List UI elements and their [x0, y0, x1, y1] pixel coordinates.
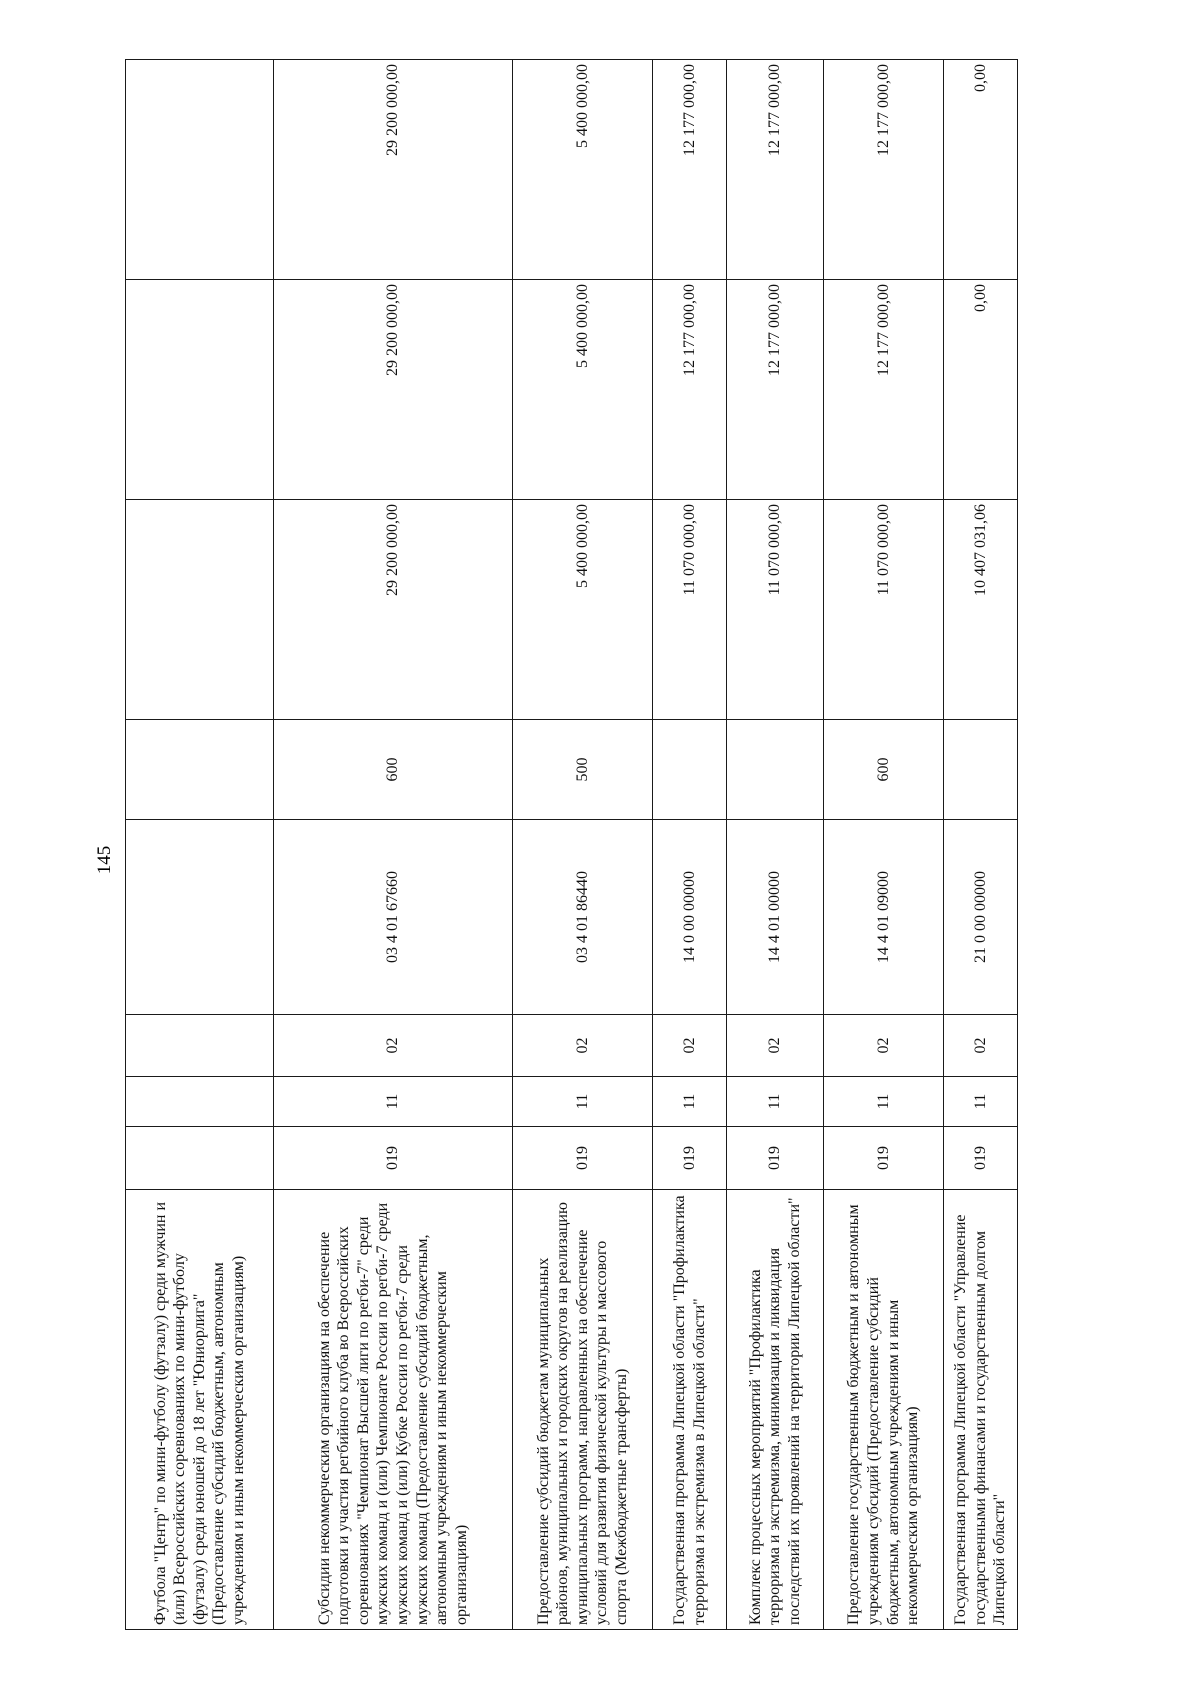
target-article-code: 03 4 01 67660 [274, 820, 513, 1015]
section-code: 11 [653, 1077, 727, 1127]
table-row [653, 60, 727, 1630]
amount-year-3: 12 177 000,00 [824, 60, 944, 280]
section-code: 11 [727, 1077, 824, 1127]
table-row [944, 60, 1018, 1630]
expense-type-code [126, 720, 274, 820]
subsection-code [126, 1015, 274, 1077]
row-name: Государственная программа Липецкой области "Управление государственными финансами и государственным долгом Липецкой области" [944, 1190, 1018, 1630]
ministry-code: 019 [274, 1127, 513, 1190]
amount-year-3: 12 177 000,00 [727, 60, 824, 280]
amount-year-3: 12 177 000,00 [653, 60, 727, 280]
subsection-code: 02 [944, 1015, 1018, 1077]
row-name: Предоставление субсидий бюджетам муниципальных районов, муниципальных и городских округов на реализацию муниципальных программ, направленных на обеспечение условий для развития физической культуры и массового спорта (Межбюджетные трансферты) [513, 1190, 653, 1630]
ministry-code: 019 [944, 1127, 1018, 1190]
table-row [824, 60, 944, 1630]
subsection-code: 02 [513, 1015, 653, 1077]
expense-type-code: 600 [824, 720, 944, 820]
budget-table [125, 59, 1018, 1630]
page-number: 145 [94, 845, 115, 875]
subsection-code: 02 [274, 1015, 513, 1077]
budget-table-sheet [125, 60, 1128, 1630]
amount-year-2: 0,00 [944, 280, 1018, 500]
amount-year-1: 29 200 000,00 [274, 500, 513, 720]
expense-type-code [944, 720, 1018, 820]
section-code: 11 [513, 1077, 653, 1127]
amount-year-1: 11 070 000,00 [824, 500, 944, 720]
subsection-code: 02 [824, 1015, 944, 1077]
amount-year-3 [126, 60, 274, 280]
row-name: Футбола "Центр" по мини-футболу (футзалу) среди мужчин и (или) Всероссийских соревнованиях по мини-футболу (футзалу) среди юношей до 18 лет "Юниорлига" (Предоставление субсидий бюджетным, автономным учреждениям и иным некоммерческим организациям) [126, 1190, 274, 1630]
amount-year-2 [126, 280, 274, 500]
table-row [727, 60, 824, 1630]
amount-year-2: 12 177 000,00 [727, 280, 824, 500]
amount-year-3: 5 400 000,00 [513, 60, 653, 280]
table-row [126, 60, 274, 1630]
subsection-code: 02 [727, 1015, 824, 1077]
ministry-code: 019 [653, 1127, 727, 1190]
expense-type-code [653, 720, 727, 820]
amount-year-2: 29 200 000,00 [274, 280, 513, 500]
amount-year-2: 12 177 000,00 [653, 280, 727, 500]
table-row [274, 60, 513, 1630]
amount-year-1: 11 070 000,00 [727, 500, 824, 720]
ministry-code [126, 1127, 274, 1190]
section-code: 11 [274, 1077, 513, 1127]
amount-year-2: 5 400 000,00 [513, 280, 653, 500]
expense-type-code: 500 [513, 720, 653, 820]
target-article-code: 03 4 01 86440 [513, 820, 653, 1015]
ministry-code: 019 [513, 1127, 653, 1190]
ministry-code: 019 [824, 1127, 944, 1190]
target-article-code: 14 4 01 09000 [824, 820, 944, 1015]
section-code: 11 [944, 1077, 1018, 1127]
target-article-code: 21 0 00 00000 [944, 820, 1018, 1015]
section-code [126, 1077, 274, 1127]
table-row [513, 60, 653, 1630]
row-name: Субсидии некоммерческим организациям на обеспечение подготовки и участия регбийного клуба во Всероссийских соревнованиях "Чемпионат Высшей лиги по регби-7" среди мужских команд и (или) Чемпионате России по регби-7 среди мужских команд и (или) Кубке России по регби-7 среди мужских команд (Предоставление субсидий бюджетным, автономным учреждениям и иным некоммерческим организациям) [274, 1190, 513, 1630]
row-name: Государственная программа Липецкой области "Профилактика терроризма и экстремизма в Липецкой области" [653, 1190, 727, 1630]
amount-year-3: 29 200 000,00 [274, 60, 513, 280]
target-article-code: 14 0 00 00000 [653, 820, 727, 1015]
amount-year-1 [126, 500, 274, 720]
expense-type-code: 600 [274, 720, 513, 820]
ministry-code: 019 [727, 1127, 824, 1190]
amount-year-3: 0,00 [944, 60, 1018, 280]
target-article-code: 14 4 01 00000 [727, 820, 824, 1015]
section-code: 11 [824, 1077, 944, 1127]
amount-year-2: 12 177 000,00 [824, 280, 944, 500]
amount-year-1: 10 407 031,06 [944, 500, 1018, 720]
target-article-code [126, 820, 274, 1015]
amount-year-1: 5 400 000,00 [513, 500, 653, 720]
amount-year-1: 11 070 000,00 [653, 500, 727, 720]
row-name: Предоставление государственным бюджетным и автономным учреждениям субсидий (Предоставление субсидий бюджетным, автономным учреждениям и иным некоммерческим организациям) [824, 1190, 944, 1630]
row-name: Комплекс процессных мероприятий "Профилактика терроризма и экстремизма, минимизация и ликвидация последствий их проявлений на территории Липецкой области" [727, 1190, 824, 1630]
expense-type-code [727, 720, 824, 820]
subsection-code: 02 [653, 1015, 727, 1077]
